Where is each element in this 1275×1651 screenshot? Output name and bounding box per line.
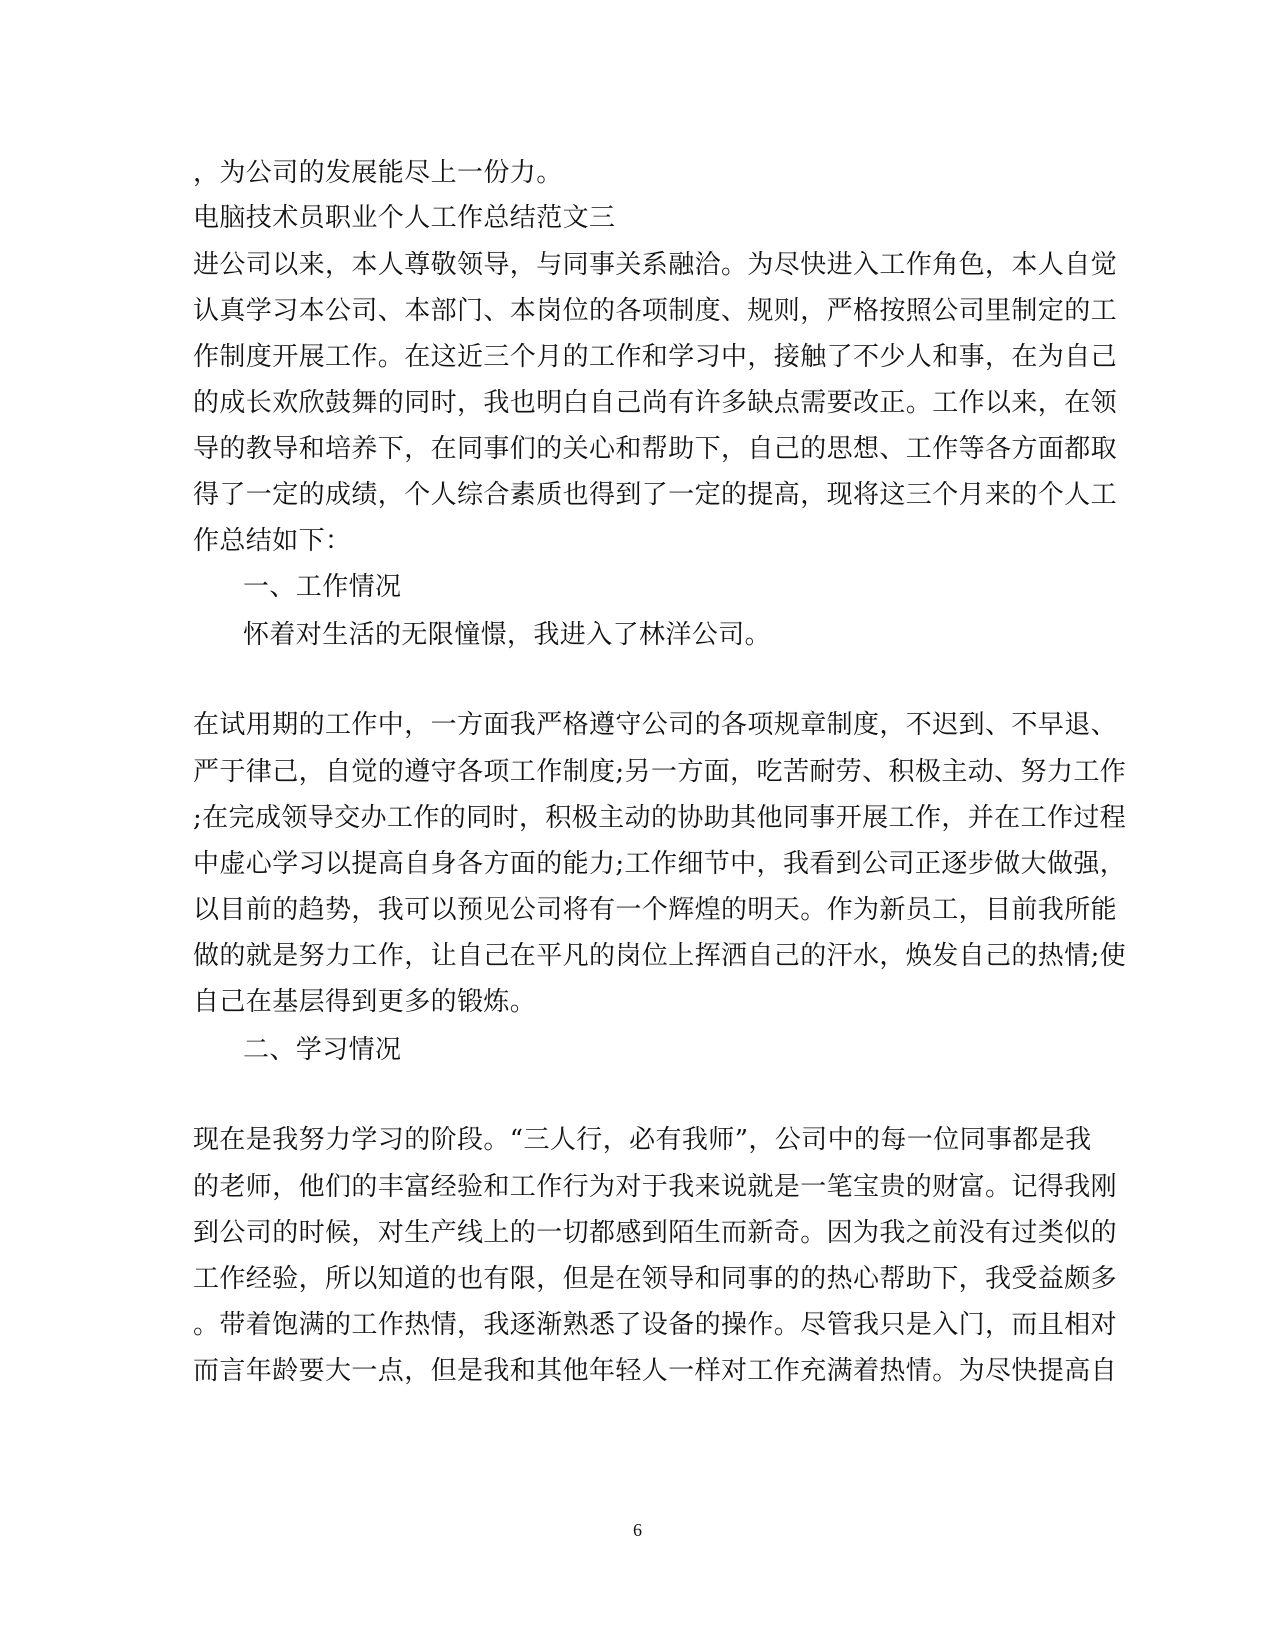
text-line: 中虚心学习以提高自身各方面的能力;工作细节中，我看到公司正逐步做大做强， xyxy=(193,849,1127,879)
text-line: 到公司的时候，对生产线上的一切都感到陌生而新奇。因为我之前没有过类似的 xyxy=(193,1218,1118,1248)
text-line: ，为公司的发展能尽上一份力。 xyxy=(193,158,563,188)
text-line: 现在是我努力学习的阶段。“三人行，必有我师”，公司中的每一位同事都是我 xyxy=(193,1125,1092,1155)
text-line: 在试用期的工作中，一方面我严格遵守公司的各项规章制度，不迟到、不早退、 xyxy=(193,710,1118,740)
text-line: 工作经验，所以知道的也有限，但是在领导和同事的的热心帮助下，我受益颇多 xyxy=(193,1264,1118,1294)
text-line: 得了一定的成绩，个人综合素质也得到了一定的提高，现将这三个月来的个人工 xyxy=(193,480,1118,510)
text-line: 以目前的趋势，我可以预见公司将有一个辉煌的明天。作为新员工，目前我所能 xyxy=(193,895,1118,925)
text-line: 做的就是努力工作，让自己在平凡的岗位上挥洒自己的汗水，焕发自己的热情;使 xyxy=(193,941,1127,971)
page-number: 6 xyxy=(633,1520,642,1540)
subsection-heading: 二、学习情况 xyxy=(243,1035,402,1065)
text-line: 严于律己，自觉的遵守各项工作制度;另一方面，吃苦耐劳、积极主动、努力工作 xyxy=(193,757,1127,787)
text-line: 进公司以来，本人尊敬领导，与同事关系融洽。为尽快进入工作角色，本人自觉 xyxy=(193,250,1118,280)
text-line: 而言年龄要大一点，但是我和其他年轻人一样对工作充满着热情。为尽快提高自 xyxy=(193,1356,1118,1386)
subsection-heading: 一、工作情况 xyxy=(243,572,402,602)
section-heading: 电脑技术员职业个人工作总结范文三 xyxy=(193,203,616,233)
text-line: 自己在基层得到更多的锻炼。 xyxy=(193,987,537,1017)
text-line: 怀着对生活的无限憧憬，我进入了林洋公司。 xyxy=(243,620,772,650)
text-line: 作总结如下： xyxy=(193,526,352,556)
text-line: 作制度开展工作。在这近三个月的工作和学习中，接触了不少人和事，在为自己 xyxy=(193,342,1118,372)
text-line: 的老师，他们的丰富经验和工作行为对于我来说就是一笔宝贵的财富。记得我刚 xyxy=(193,1172,1118,1202)
text-line: 认真学习本公司、本部门、本岗位的各项制度、规则，严格按照公司里制定的工 xyxy=(193,296,1118,326)
text-line: 导的教导和培养下，在同事们的关心和帮助下，自己的思想、工作等各方面都取 xyxy=(193,434,1118,464)
text-line: 的成长欢欣鼓舞的同时，我也明白自己尚有许多缺点需要改正。工作以来，在领 xyxy=(193,388,1118,418)
text-line: ;在完成领导交办工作的同时，积极主动的协助其他同事开展工作，并在工作过程 xyxy=(193,803,1127,833)
text-line: 。带着饱满的工作热情，我逐渐熟悉了设备的操作。尽管我只是入门，而且相对 xyxy=(193,1310,1118,1340)
